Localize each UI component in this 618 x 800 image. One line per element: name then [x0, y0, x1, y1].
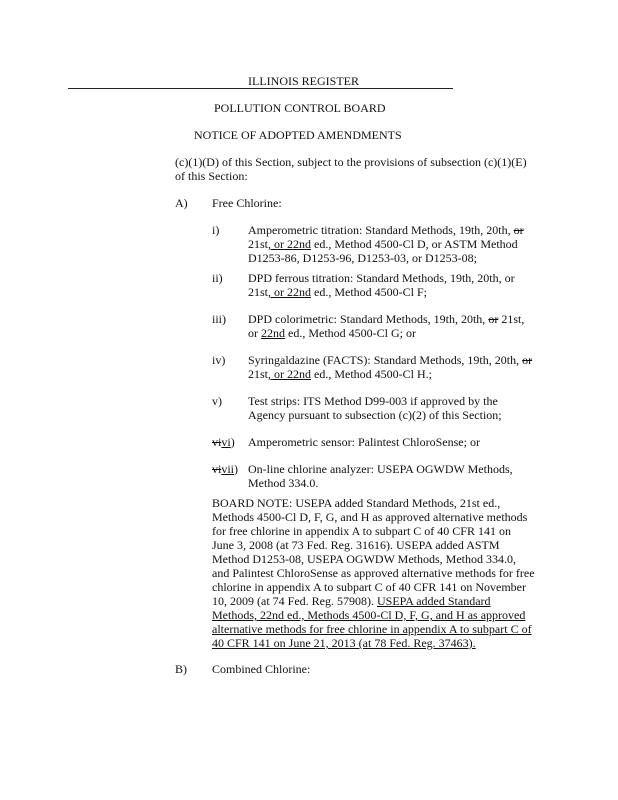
text: ) — [234, 462, 239, 476]
intro-line: (c)(1)(D) of this Section, subject to the provisions of subsection (c)(1)(E) — [175, 155, 527, 169]
text: DPD colorimetric: Standard Methods, 19th, 20th, — [248, 312, 489, 326]
register-title: ILLINOIS REGISTER — [248, 74, 359, 88]
text: ) — [230, 435, 235, 449]
board-note-line: Method D1253-08, USEPA OGWDW Methods, Method 334.0, — [212, 552, 517, 566]
board-note-line: for free chlorine in appendix A to subpart C of 40 CFR 141 on — [212, 524, 511, 538]
list-item-line — [248, 312, 524, 326]
board-note-line: June 3, 2008 (at 73 Fed. Reg. 31616). USEPA added ASTM — [212, 538, 500, 552]
list-item-line: Agency pursuant to subsection (c)(2) of this Section; — [248, 408, 502, 422]
list-item-line: On-line chlorine analyzer: USEPA OGWDW Methods, — [248, 462, 513, 476]
text: or — [248, 326, 261, 340]
intro-line: of this Section: — [175, 169, 248, 183]
board-title: POLLUTION CONTROL BOARD — [214, 101, 386, 115]
header-rule — [68, 88, 453, 89]
item-marker: ii) — [212, 271, 223, 285]
section-b-title: Combined Chlorine: — [212, 662, 311, 676]
list-item-line — [248, 223, 524, 237]
inserted-text: , or 22nd — [268, 367, 312, 381]
item-marker — [212, 435, 235, 449]
list-item-line: DPD ferrous titration: Standard Methods, 19th, 20th, or — [248, 271, 515, 285]
list-item-line — [248, 285, 427, 299]
text: ed., Method 4500-Cl D, or ASTM Method — [311, 237, 518, 251]
item-marker: i) — [212, 223, 220, 237]
list-item-line — [248, 353, 532, 367]
section-a-marker: A) — [175, 196, 188, 210]
board-note-line: chlorine in appendix A to subpart C of 40 CFR 141 on November — [212, 580, 526, 594]
text: ed., Method 4500-Cl H.; — [311, 367, 433, 381]
text: 21st — [248, 237, 269, 251]
text: 21st — [248, 367, 269, 381]
board-note-line — [212, 594, 491, 608]
item-marker: v) — [212, 394, 222, 408]
board-note-line: and Palintest ChloroSense as approved alternative methods for free — [212, 566, 535, 580]
deleted-text: vi — [212, 435, 222, 449]
inserted-text: vii — [221, 462, 235, 476]
text: ed., Method 4500-Cl F; — [311, 285, 428, 299]
item-marker: iii) — [212, 312, 226, 326]
list-item-line — [248, 367, 432, 381]
list-item-line — [248, 237, 518, 251]
list-item-line — [248, 326, 416, 340]
inserted-text: , or 22nd — [268, 285, 312, 299]
board-note-line: Methods, 22nd ed., Methods 4500-Cl D, F, G, and H as approved — [212, 608, 526, 622]
text: 21st — [248, 285, 269, 299]
deleted-text: or — [513, 223, 524, 237]
list-item-line: Amperometric sensor: Palintest ChloroSense; or — [248, 435, 480, 449]
list-item-line: Test strips: ITS Method D99-003 if approved by the — [248, 394, 498, 408]
inserted-text: USEPA added Standard — [376, 594, 491, 608]
item-marker: iv) — [212, 353, 226, 367]
section-b-marker: B) — [175, 662, 187, 676]
section-a-title: Free Chlorine: — [212, 196, 282, 210]
inserted-text: vi — [221, 435, 231, 449]
list-item-line: D1253-86, D1253-96, D1253-03, or D1253-08; — [248, 251, 477, 265]
inserted-text: , or 22nd — [268, 237, 312, 251]
deleted-text: vi — [212, 462, 222, 476]
deleted-text: or — [488, 312, 499, 326]
board-note-line: 40 CFR 141 on June 21, 2013 (at 78 Fed. Reg. 37463). — [212, 636, 476, 650]
deleted-text: or — [522, 353, 533, 367]
board-note-line: alternative methods for free chlorine in appendix A to subpart C of — [212, 622, 532, 636]
item-marker — [212, 462, 238, 476]
text: 21st, — [498, 312, 525, 326]
board-note-line: BOARD NOTE: USEPA added Standard Methods, 21st ed., — [212, 496, 501, 510]
text: Syringaldazine (FACTS): Standard Methods, 19th, 20th, — [248, 353, 523, 367]
text: 10, 2009 (at 74 Fed. Reg. 57908). — [212, 594, 377, 608]
list-item-line: Method 334.0. — [248, 476, 319, 490]
text: Amperometric titration: Standard Methods, 19th, 20th, — [248, 223, 514, 237]
text: ed., Method 4500-Cl G; or — [285, 326, 416, 340]
inserted-text: 22nd — [261, 326, 285, 340]
board-note-line: Methods 4500-Cl D, F, G, and H as approved alternative methods — [212, 510, 528, 524]
notice-title: NOTICE OF ADOPTED AMENDMENTS — [194, 128, 402, 142]
